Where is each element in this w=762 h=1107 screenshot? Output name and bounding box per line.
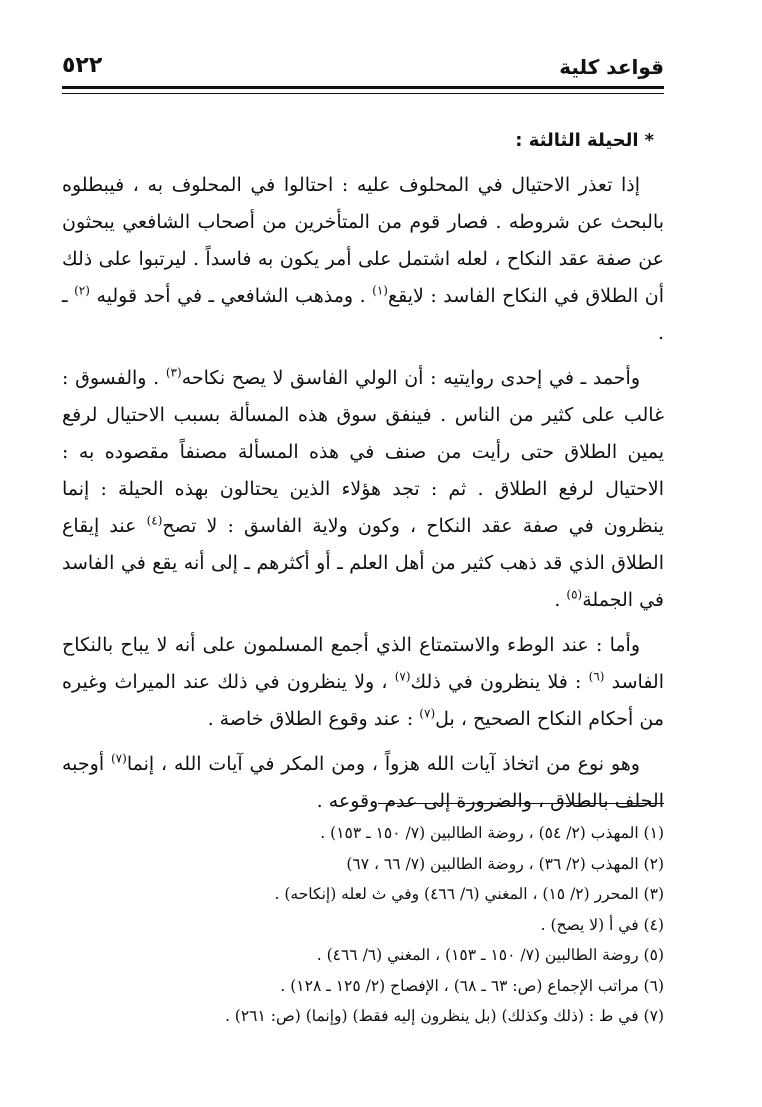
footnote-reference[interactable]: (٤) [146,513,163,528]
footnote: (٢) المهذب (٢/ ٣٦) ، روضة الطالبين (٧/ ٦٦ ، ٦٧) [346,854,664,873]
footnote: (٦) مراتب الإجماع (ص: ٦٣ ـ ٦٨) ، الإفصاح (٢/ ١٢٥ ـ ١٢٨) . [280,976,664,995]
footnote: (٤) في أ (لا يصح) . [540,915,664,934]
footnote-reference[interactable]: (٦) [588,669,605,684]
main-text [62,122,664,828]
header-rule-thin [62,93,664,94]
section-heading [62,122,664,159]
paragraph [62,360,664,619]
section-heading-text: الحيلة الثالثة : [515,130,639,151]
footnote: (١) المهذب (٢/ ٥٤) ، روضة الطالبين (٧/ ١٥٠ ـ ١٥٣) . [320,824,664,842]
paragraph-text: . ومذهب الشافعي ـ في أحد قوليه [89,285,373,307]
paragraph-text: . والفسوق : غالب على كثير من الناس . فينفق سوق هذه المسألة بسبب الاحتيال لرفع يمين الطلاق حتى رأيت من صنف في هذه المسألة مصنفاً مقصوده به : الاحتيال لرفع الطلاق . ثم : تجد هؤلاء الذين يحتالون بهذه الحيلة : إنما ينظرون في صفة عقد النكاح ، وكون ولاية الفاسق : لا تصح [62,367,664,537]
paragraph-text: إذا تعذر الاحتيال في المحلوف عليه : احتالوا في المحلوف به ، فيبطلوه بالبحث عن شروطه . فصار قوم من المتأخرين من أصحاب الشافعي يبحثون عن صفة عقد النكاح ، لعله اشتمل على أمر يكون به فاسداً . ليرتبوا على ذلك أن الطلاق في النكاح الفاسد : لايقع [62,174,664,307]
paragraph-text: : عند وقوع الطلاق خاصة . [207,708,420,730]
running-header [62,52,664,86]
paragraph-text: : فلا ينظرون في ذلك [410,671,589,693]
footnote-reference[interactable]: (٥) [566,587,583,602]
paragraph-text: ، ولا ينظرون في ذلك عند الميراث وغيره من أحكام النكاح الصحيح ، بل [62,671,664,730]
footnote: (٣) المحرر (٢/ ١٥) ، المغني (٦/ ٤٦٦) وفي ث لعله (إنكاحه) . [274,885,664,903]
paragraph-text: أوجبه الحلف بالطلاق ، والضرورة إلى عدم وقوعه . [62,753,664,812]
paragraph [62,627,664,738]
paragraph [62,746,664,820]
footnote: (٧) في ط : (ذلك وكذلك) (بل ينظرون إليه فقط) (وإنما) (ص: ٢٦١) . [224,1007,664,1025]
paragraph-text: عند إيقاع الطلاق الذي قد ذهب كثير من أهل العلم ـ أو أكثرهم ـ إلى أنه يقع في الفاسد في الجملة [62,515,664,611]
paragraph [62,167,664,352]
heading-star-marker: * [644,130,654,151]
footnote-reference[interactable]: (٢) [74,283,90,298]
footnote-separator [378,803,664,804]
footnote-reference[interactable]: (٣) [165,365,182,380]
footnote: (٥) روضة الطالبين (٧/ ١٥٠ ـ ١٥٣) ، المغني (٦/ ٤٦٦) . [316,946,664,964]
page-number: ٥٢٢ [62,53,103,78]
paragraph-text: وهو نوع من اتخاذ آيات الله هزواً ، ومن المكر في آيات الله ، إنما [126,753,640,775]
header-rule-thick [62,86,664,89]
paragraphs [62,167,664,820]
footnote-reference[interactable]: (١) [372,283,388,298]
paragraph-text: وأما : عند الوطء والاستمتاع الذي أجمع المسلمون على أنه لا يباح بالنكاح الفاسد [62,634,665,693]
footnotes [62,818,664,1032]
footnote-reference[interactable]: (٧) [394,669,411,684]
paragraph-text: . [554,589,567,611]
footnote-reference[interactable]: (٧) [110,751,127,766]
footnote-reference[interactable]: (٧) [419,706,436,721]
book-title: قواعد كلية [559,55,664,79]
paragraph-text: وأحمد ـ في إحدى روايتيه : أن الولي الفاسق لا يصح نكاحه [181,367,641,389]
paragraph-text: ـ . [62,285,664,344]
